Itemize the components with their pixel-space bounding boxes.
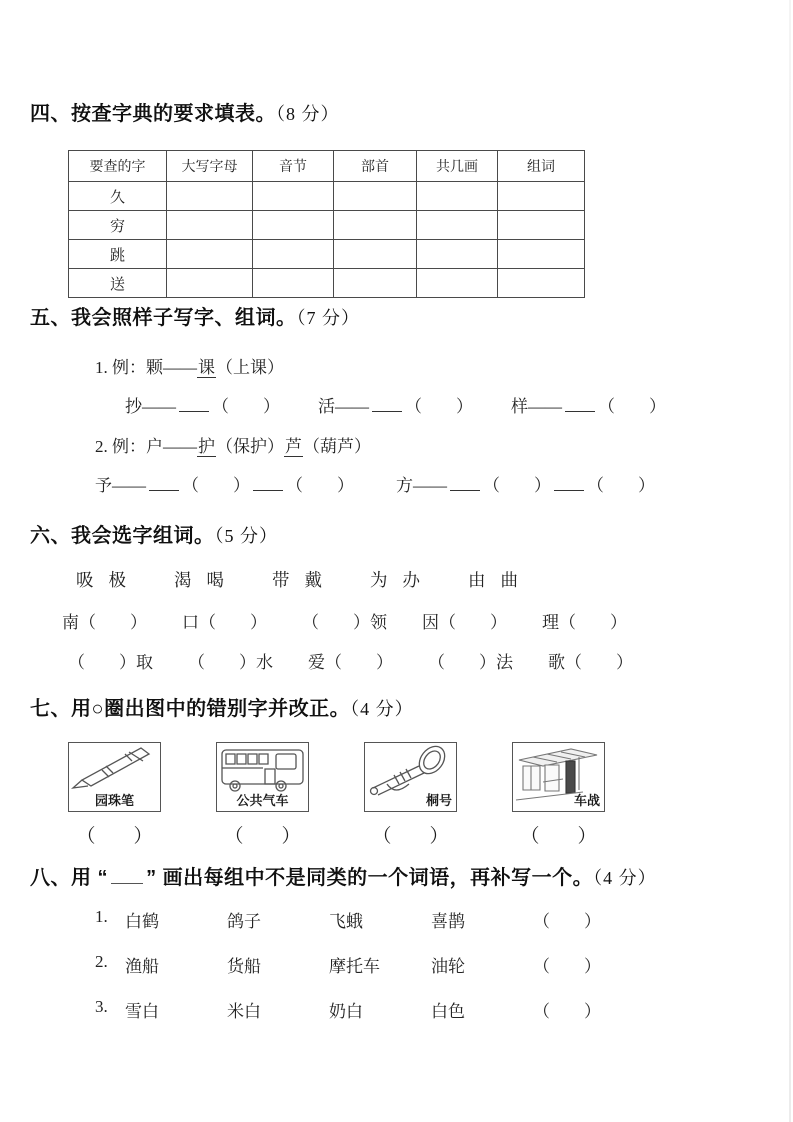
character-bank [76,567,518,592]
practice-char: 活—— [318,397,369,416]
empty-cell [498,269,585,298]
answer-blank [372,395,402,412]
answer-parentheses: （ ） [405,397,473,416]
bank-char: 曲 [500,570,518,590]
choose-item: 爱（ ） [308,653,393,672]
empty-cell [253,211,334,240]
header-cell: 音节 [253,151,334,182]
practice-item [95,471,354,496]
example-word: （上课） [216,358,284,377]
answer-parentheses: （ ） [520,826,597,847]
bank-char: 戴 [304,570,322,590]
example-answer: 课 [198,358,215,377]
practice-char: 样—— [511,397,562,416]
answer-parentheses: （ ） [483,476,551,495]
bank-char: 带 [272,570,290,590]
empty-cell [417,240,498,269]
word: 白色 [431,1002,465,1021]
table-row [69,269,585,298]
lookup-char-cell: 送 [69,269,167,298]
example-word: （葫芦） [303,437,371,456]
empty-cell [167,182,253,211]
word: 渔船 [125,957,159,976]
word-group-row [95,952,601,977]
dictionary-lookup-table [68,150,585,298]
word-group-row [95,907,601,932]
bank-char: 极 [108,570,126,590]
answer-parentheses: （ ） [286,476,354,495]
figure-box [364,742,457,812]
bank-char: 办 [402,570,420,590]
choose-item: （ ）水 [188,653,273,672]
table-row [69,211,585,240]
choose-word-row-1 [62,608,662,633]
word-group-row [95,997,601,1022]
answer-parentheses: （ ） [372,826,449,847]
scan-edge-artifact [789,0,791,1122]
figure-bus-stop [512,742,605,848]
empty-cell [253,182,334,211]
answer-parentheses: （ ） [212,397,280,416]
word: 雪白 [125,1002,159,1021]
empty-cell [417,211,498,240]
answer-parentheses: （ ） [533,1002,601,1021]
choose-item: 南（ ） [62,613,147,632]
empty-cell [167,211,253,240]
bank-char: 为 [370,570,388,590]
answer-parentheses: （ ） [76,826,153,847]
section4-score: （8 分） [276,104,340,124]
character-pair [468,567,518,592]
answer-parentheses: （ ） [533,912,601,931]
answer-parentheses: （ ） [224,826,301,847]
practice-char: 方—— [396,476,447,495]
table-row [69,240,585,269]
answer-parentheses: （ ） [182,476,250,495]
answer-blank [179,395,209,412]
answer-blank [450,474,480,491]
word: 白鹤 [125,912,159,931]
bank-char: 吸 [76,570,94,590]
word: 油轮 [431,957,465,976]
section5-title: 我会照样子写字、组词。 [71,307,297,329]
word: 米白 [227,1002,261,1021]
empty-cell [498,211,585,240]
answer-parentheses: （ ） [533,957,601,976]
character-pair [76,567,126,592]
empty-cell [498,240,585,269]
empty-cell [417,182,498,211]
bank-char: 渴 [174,570,192,590]
bank-char: 由 [468,570,486,590]
choose-word-row-2 [68,648,668,673]
section6-title: 我会选字组词。 [71,525,215,547]
section7-heading [30,692,414,721]
practice-item [125,392,280,417]
choose-item: 歌（ ） [548,653,633,672]
answer-blank [149,474,179,491]
section6-number: 六、 [30,525,71,547]
lookup-char-cell: 跳 [69,240,167,269]
section6-score: （5 分） [214,526,278,546]
figure-box [68,742,161,812]
answer-parentheses: （ ） [587,476,655,495]
empty-cell [334,211,417,240]
empty-cell [334,182,417,211]
lookup-char-cell: 穷 [69,211,167,240]
choose-item: （ ）法 [428,653,513,672]
section8-title-post: ” 画出每组中不是同类的一个词语，再补写一个。 [146,867,594,889]
empty-cell [498,182,585,211]
figure-label: 园珠笔 [94,793,134,808]
ballpoint-pen-icon [69,744,160,794]
example-answer: 护 [198,437,215,456]
empty-cell [253,269,334,298]
character-pair [370,567,420,592]
example-answer: 芦 [285,437,302,456]
practice-item [396,471,655,496]
section4-number: 四、 [30,103,71,125]
section7-score: （4 分） [350,699,414,719]
row-number: 1. [95,907,108,926]
section8-number: 八、 [30,867,71,889]
row-number: 3. [95,997,108,1016]
section8-heading [30,861,657,890]
header-cell: 组词 [498,151,585,182]
practice-char: 抄—— [125,397,176,416]
table-header-row [69,151,585,182]
word: 货船 [227,957,261,976]
answer-parentheses: （ ） [598,397,666,416]
section5-score: （7 分） [296,308,360,328]
practice-line-2 [95,471,655,496]
answer-blank [565,395,595,412]
character-pair [174,567,224,592]
section4-title: 按查字典的要求填表。 [71,103,276,125]
error-character-figures [68,742,605,848]
section6-heading [30,519,278,548]
answer-blank [554,474,584,491]
header-cell: 共几画 [417,151,498,182]
section7-title: 用○圈出图中的错别字并改正。 [71,698,351,720]
word: 喜鹊 [431,912,465,931]
answer-blank [253,474,283,491]
example-text: 1. 例：颗—— [95,358,197,377]
example-line-1 [95,353,284,378]
header-cell: 要查的字 [69,151,167,182]
figure-box [512,742,605,812]
word: 飞蛾 [329,912,363,931]
choose-item: 口（ ） [182,613,267,632]
practice-char: 予—— [95,476,146,495]
choose-item: 理（ ） [542,613,627,632]
choose-item: （ ）领 [302,613,387,632]
example-text: 2. 例：户—— [95,437,197,456]
bank-char: 喝 [206,570,224,590]
figure-box [216,742,309,812]
choose-item: 因（ ） [422,613,507,632]
header-cell: 部首 [334,151,417,182]
bus-icon [217,744,308,794]
word: 奶白 [329,1002,363,1021]
word: 摩托车 [329,957,380,976]
figure-label: 公共气车 [236,793,289,808]
empty-cell [167,269,253,298]
row-number: 2. [95,952,108,971]
practice-item [511,392,666,417]
section5-number: 五、 [30,307,71,329]
practice-item [318,392,473,417]
section8-score: （4 分） [593,868,657,888]
empty-cell [167,240,253,269]
example-line-2 [95,432,371,457]
section7-number: 七、 [30,698,71,720]
figure-label: 桐号 [425,793,452,808]
section5-heading [30,301,360,330]
empty-cell [253,240,334,269]
section4-heading [30,97,340,126]
figure-bus [216,742,309,848]
lookup-char-cell: 久 [69,182,167,211]
empty-cell [334,269,417,298]
figure-trumpet [364,742,457,848]
empty-cell [417,269,498,298]
practice-line-1 [125,392,666,417]
heading-blank [111,864,143,884]
figure-label: 车战 [573,793,600,808]
word: 鸽子 [227,912,261,931]
choose-item: （ ）取 [68,653,153,672]
empty-cell [334,240,417,269]
example-word: （保护） [216,437,284,456]
character-pair [272,567,322,592]
section8-title-pre: 用 “ [71,867,109,889]
figure-ballpoint-pen [68,742,161,848]
table-row [69,182,585,211]
header-cell: 大写字母 [167,151,253,182]
